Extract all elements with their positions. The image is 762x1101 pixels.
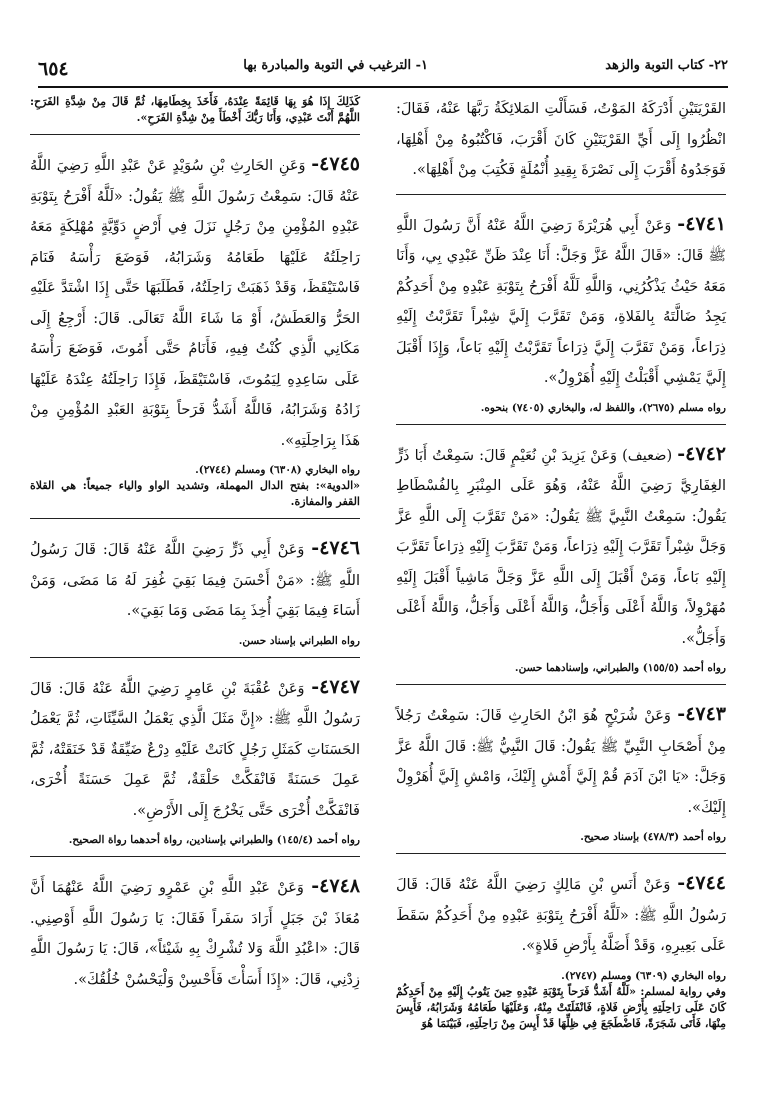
hadith-number: ٤٧٤٤-: [677, 872, 727, 894]
divider: [396, 424, 726, 425]
hadith-number: ٤٧٤٦-: [311, 537, 361, 559]
hadith-number: ٤٧٤٥-: [311, 153, 360, 175]
page-header: [38, 58, 728, 82]
hadith-4747: [30, 672, 360, 849]
header-rule: [38, 86, 728, 88]
hadith-text: وَعَنْ عَبْدِ اللَّهِ بْنِ عَمْرٍو رَضِيَ اللَّهُ عَنْهُمَا أَنَّ مُعَاذَ بْنَ جَبَلٍ أَرَادَ سَفَراً فَقَالَ: يَا رَسُولَ اللَّهِ أَوْصِنِي. قَالَ: «اعْبُدِ اللَّهَ وَلا تُشْرِكْ بِهِ شَيْئاً»، قَالَ: يَا رَسُولَ اللَّهِ زِدْنِي، قَالَ: «إِذَا أَسَأْتَ فَأَحْسِنْ وَلْيَحْسُنْ خُلُقُكَ».: [30, 880, 360, 988]
divider: [396, 684, 726, 685]
hadith-number: ٤٧٤١-: [677, 212, 727, 235]
hadith-source: رواه البخاري (٦٣٠٩) ومسلم (٢٧٤٧).: [561, 969, 726, 982]
hadith-4748: [30, 871, 360, 995]
divider: [396, 194, 726, 195]
hadith-note: «الدوية»: بفتح الدال المهملة، وتشديد الواو والياء جميعاً: هي القلاة القفر والمفازة.: [30, 479, 360, 508]
section-title: ١- الترغيب في التوبة والمبادرة بها: [243, 58, 428, 73]
hadith-number: ٤٧٤٣-: [677, 703, 727, 725]
hadith-4741: [396, 209, 726, 416]
left-column: [30, 94, 360, 995]
divider: [396, 853, 726, 854]
hadith-4743: [396, 699, 726, 845]
divider: [30, 657, 360, 658]
continued-text: القَرْيَتَيْنِ أَدْرَكَهُ المَوْتُ، فَسَأَلْتِ المَلائِكَةُ رَبَّهَا عَنْهُ، فَقَالَ: انْظُرُوا إِلَى أَيِّ القَرْيَتَيْنِ كَانَ أَقْرَبَ، فَاكْتُبُوهُ مِنْ أَهْلِهَا، فَوَجَدُوهُ أَقْرَبَ إِلَى نَصْرَةَ بِقِيدِ أُنْمُلَةٍ فَكُتِبَ مِنْ أَهْلِهَا».: [396, 101, 726, 178]
hadith-number: ٤٧٤٧-: [311, 675, 360, 698]
hadith-4742: [396, 439, 726, 677]
hadith-source: رواه البخاري (٦٣٠٨) ومسلم (٢٧٤٤).: [195, 464, 360, 476]
hadith-source: رواه أحمد (٤٧٨/٣) بإسناد صحيح.: [580, 831, 726, 843]
continued-text: كَذَلِكَ إِذَا هُوَ بِهَا قَائِمَةً عِنْدَهُ، فَأَخَذَ بِخِطَامِهَا، ثُمَّ قَالَ مِنْ شِدَّةِ الفَرَحِ: اللَّهُمَّ أَنْتَ عَبْدِي، وَأَنَا رَبُّكَ أَخْطَأَ مِنْ شِدَّةِ الفَرَحِ».: [30, 95, 360, 124]
page-number: ٦٥٤: [38, 58, 69, 80]
divider: [30, 518, 360, 519]
divider: [30, 134, 360, 135]
divider: [30, 856, 360, 857]
hadith-4744: [396, 868, 726, 1032]
hadith-source: رواه الطبراني بإسناد حسن.: [238, 634, 360, 647]
right-column: [396, 94, 726, 1032]
hadith-4746: [30, 533, 360, 649]
hadith-text: وَعَنْ شُرَيْحٍ هُوَ ابْنُ الحَارِثِ قَالَ: سَمِعْتُ رَجُلاً مِنْ أَصْحَابِ النَّبِيِّ ﷺ يَقُولُ: قَالَ النَّبِيُّ ﷺ: قَالَ اللَّهُ عَزَّ وَجَلَّ: «يَا ابْنَ آدَمَ قُمْ إِلَيَّ أَمْشِ إِلَيْكَ، وَامْشِ إِلَيَّ أُهَرْوِلْ إِلَيْكَ».: [396, 708, 726, 816]
hadith-number: ٤٧٤٢-: [677, 442, 726, 465]
hadith-source: رواه أحمد (١٥٥/٥) والطبراني، وإسنادهما حسن.: [514, 662, 726, 674]
hadith-text: (ضعيف) وَعَنْ يَزِيدَ بْنِ نُعَيْمٍ قَالَ: سَمِعْتُ أَبَا ذَرٍّ الغِفَارِيَّ رَضِيَ اللَّهُ عَنْهُ، وَهُوَ عَلَى المِنْبَرِ بِالفُسْطَاطِ يَقُولُ: سَمِعْتُ النَّبِيَّ ﷺ يَقُولُ: «مَنْ تَقَرَّبَ إِلَى اللَّهِ عَزَّ وَجَلَّ شِبْراً تَقَرَّبَ إِلَيْهِ ذِرَاعاً، وَمَنْ تَقَرَّبَ إِلَيْهِ ذِرَاعاً تَقَرَّبَ إِلَيْهِ بَاعاً، وَمَنْ أَقْبَلَ إِلَى اللَّهِ عَزَّ وَجَلَّ مَاشِياً أَقْبَلَ إِلَيْهِ مُهَرْوِلاً، وَاللَّهُ أَعْلَى وَأَجَلُّ، وَاللَّهُ أَعْلَى وَأَجَلُّ، وَاللَّهُ أَعْلَى وَأَجَلُّ».: [396, 447, 726, 647]
hadith-text: وَعَنْ أَبِي هُرَيْرَةَ رَضِيَ اللَّهُ عَنْهُ أَنَّ رَسُولَ اللَّهِ ﷺ قَالَ: «قَالَ اللَّهُ عَزَّ وَجَلَّ: أَنَا عِنْدَ ظَنِّ عَبْدِي بِي، وَأَنَا مَعَهُ حَيْثُ يَذْكُرُنِي، وَاللَّهِ لَلَّهُ أَفْرَحُ بِتَوْبَةِ عَبْدِهِ مِنْ أَحَدِكُمْ يَجِدُ ضَالَّتَهُ بِالفَلاةِ، وَمَنْ تَقَرَّبَ إِلَيَّ شِبْراً تَقَرَّبْتُ إِلَيْهِ ذِرَاعاً، وَمَنْ تَقَرَّبَ إِلَيَّ ذِرَاعاً تَقَرَّبْتُ إِلَيْهِ بَاعاً، وَإِذَا أَقْبَلَ إِلَيَّ يَمْشِي أَقْبَلْتُ إِلَيْهِ أُهَرْوِلُ».: [396, 217, 726, 386]
hadith-text: وَعَنْ عُقْبَةَ بْنِ عَامِرٍ رَضِيَ اللَّهُ عَنْهُ قَالَ: قَالَ رَسُولُ اللَّهِ ﷺ: «إِنَّ مَثَلَ الَّذِي يَعْمَلُ السَّيِّئَاتِ، ثُمَّ يَعْمَلُ الحَسَنَاتِ كَمَثَلِ رَجُلٍ كَانَتْ عَلَيْهِ دِرْعٌ ضَيِّقَةٌ قَدْ خَنَقَتْهُ، ثُمَّ عَمِلَ حَسَنَةً فَانْفَكَّتْ حَلْقَةٌ، ثُمَّ عَمِلَ حَسَنَةً أُخْرَى، فَانْفَكَّتْ أُخْرَى حَتَّى يَخْرُجَ إِلَى الأَرْضِ».: [30, 680, 360, 819]
hadith-source: رواه مسلم (٢٦٧٥)، واللفظ له، والبخاري (٧٤٠٥) بنحوه.: [480, 401, 726, 414]
hadith-source: رواه أحمد (١٤٥/٤) والطبراني بإسنادين، رواة أحدهما رواة الصحيح.: [68, 834, 360, 846]
hadith-number: ٤٧٤٨-: [311, 875, 360, 897]
hadith-text: وَعَنْ أَبِي ذَرٍّ رَضِيَ اللَّهُ عَنْهُ قَالَ: قَالَ رَسُولُ اللَّهِ ﷺ: «مَنْ أَحْسَنَ فِيمَا بَقِيَ غُفِرَ لَهُ مَا مَضَى، وَمَنْ أَسَاءَ فِيمَا بَقِيَ أُخِذَ بِمَا مَضَى وَمَا بَقِيَ».: [30, 542, 360, 619]
hadith-4745: [30, 149, 360, 510]
hadith-text: وَعَنِ الحَارِثِ بْنِ سُوَيْدٍ عَنْ عَبْدِ اللَّهِ رَضِيَ اللَّهُ عَنْهُ قَالَ: سَمِعْتُ رَسُولَ اللَّهِ ﷺ يَقُولُ: «لَلَّهُ أَفْرَحُ بِتَوْبَةِ عَبْدِهِ المُؤْمِنِ مِنْ رَجُلٍ نَزَلَ فِي أَرْضٍ دَوِّيَّةٍ مُهْلِكَةٍ مَعَهُ رَاحِلَتُهُ عَلَيْهَا طَعَامُهُ وَشَرَابُهُ، فَوَضَعَ رَأْسَهُ فَنَامَ فَاسْتَيْقَظَ، وَقَدْ ذَهَبَتْ رَاحِلَتُهُ، فَطَلَبَهَا حَتَّى إِذَا اشْتَدَّ عَلَيْهِ الحَرُّ وَالعَطَشُ، أَوْ مَا شَاءَ اللَّهُ تَعَالَى. قَالَ: أَرْجِعُ إِلَى مَكَانِي الَّذِي كُنْتُ فِيهِ، فَأَنَامُ حَتَّى أَمُوتَ، فَوَضَعَ رَأْسَهُ عَلَى سَاعِدِهِ لِيَمُوتَ، فَاسْتَيْقَظَ، فَإِذَا رَاحِلَتُهُ عِنْدَهُ عَلَيْهَا زَادُهُ وَشَرَابُهُ، فَاللَّهُ أَشَدُّ فَرَحاً بِتَوْبَةِ العَبْدِ المُؤْمِنِ مِنْ هَذَا بِرَاحِلَتِهِ».: [30, 158, 360, 449]
chapter-title: ٢٢- كتاب التوبة والزهد: [605, 58, 728, 73]
hadith-text: وَعَنْ أَنَسِ بْنِ مَالِكٍ رَضِيَ اللَّهُ عَنْهُ قَالَ: قَالَ رَسُولُ اللَّهِ ﷺ: «لَلَّهُ أَفْرَحُ بِتَوْبَةِ عَبْدِهِ مِنْ أَحَدِكُمْ سَقَطَ عَلَى بَعِيرِهِ، وَقَدْ أَضَلَّهُ بِأَرْضِ فَلاةٍ».: [396, 877, 726, 954]
hadith-note: وفي رواية لمسلم: «لَلَّهُ أَشَدُّ فَرَحاً بِتَوْبَةِ عَبْدِهِ حِينَ يَتُوبُ إِلَيْهِ مِنْ أَحَدِكُمْ كَانَ عَلَى رَاحِلَتِهِ بِأَرْضِ فَلاةٍ، فَانْفَلَتَتْ مِنْهُ، وَعَلَيْهَا طَعَامُهُ وَشَرَابُهُ، فَأَيِسَ مِنْهَا، فَأَتَى شَجَرَةً، فَاضْطَجَعَ فِي ظِلِّهَا قَدْ أَيِسَ مِنْ رَاحِلَتِهِ، فَبَيْنَمَا هُوَ: [396, 984, 726, 1030]
